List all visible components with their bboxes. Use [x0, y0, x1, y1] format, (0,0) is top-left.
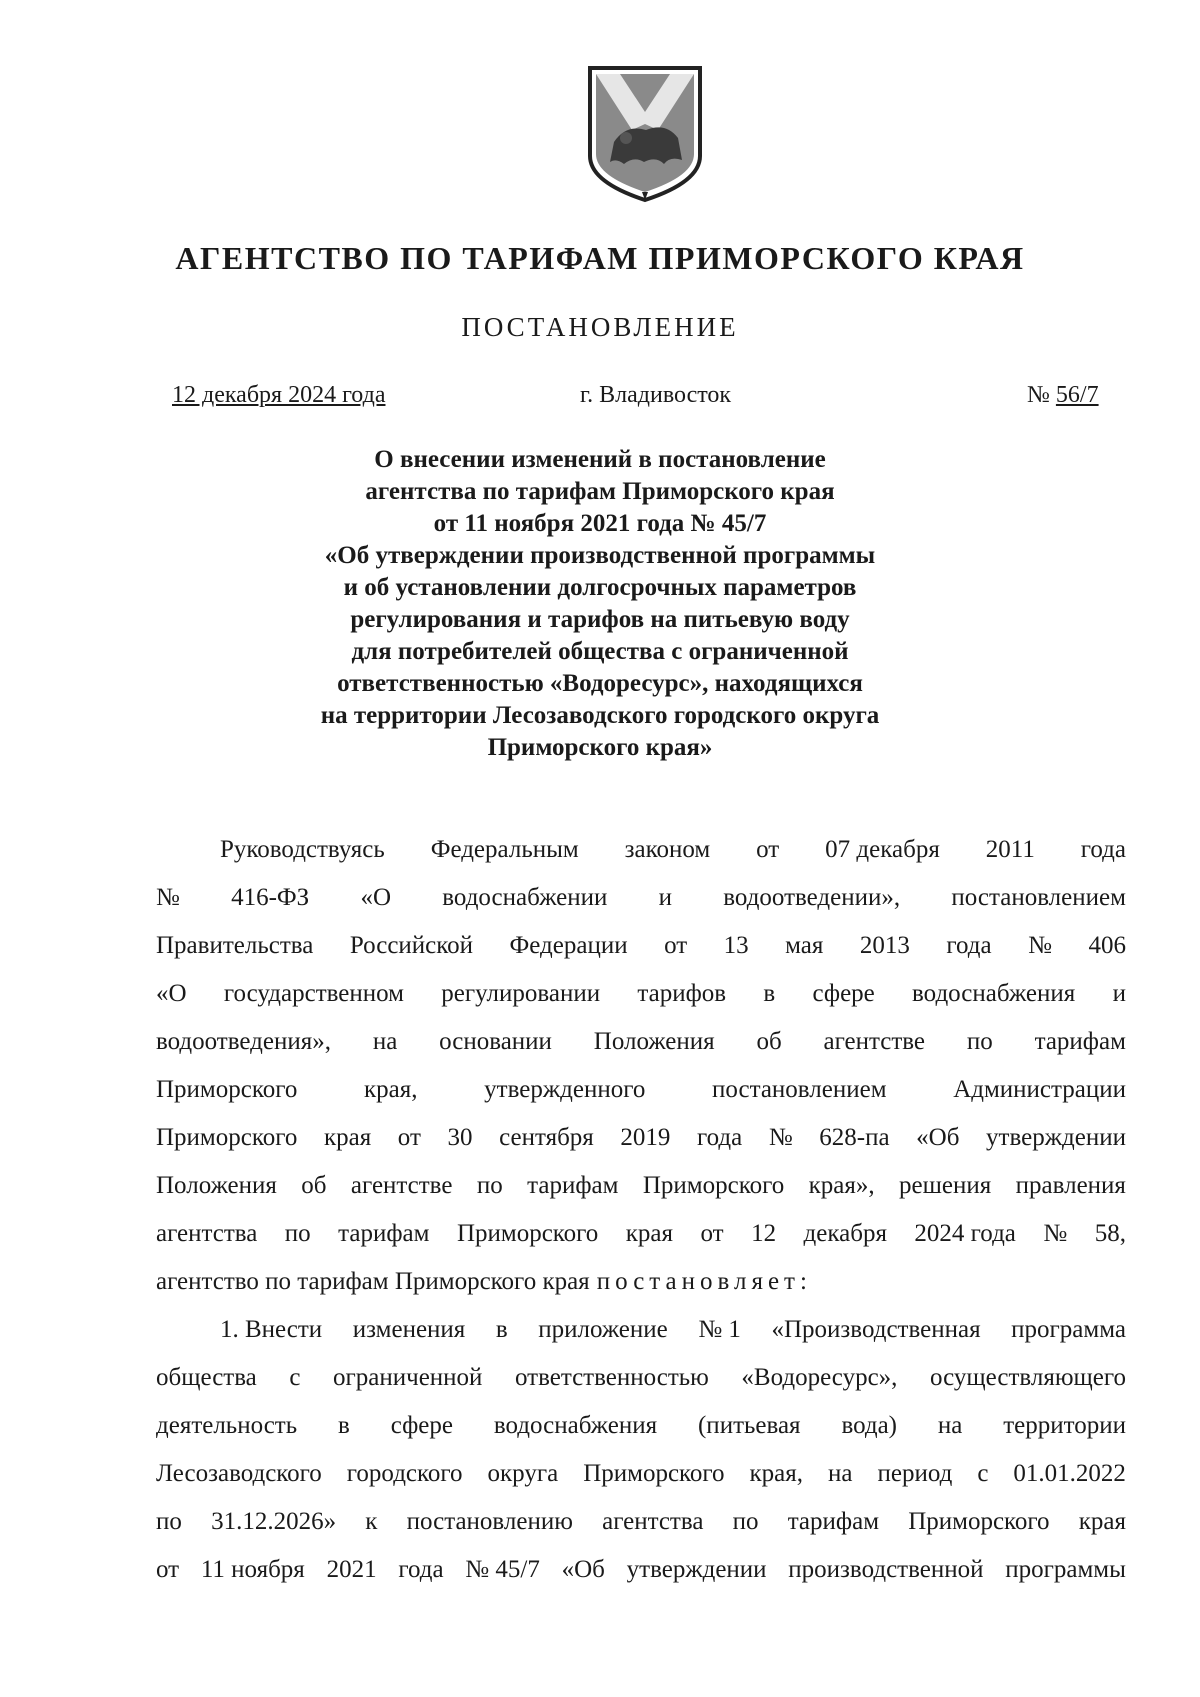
- word: года: [696, 1124, 743, 1151]
- word: 01.01.2022: [1013, 1460, 1126, 1487]
- paragraph-1: [156, 826, 1126, 1258]
- agency-title: АГЕНТСТВО ПО ТАРИФАМ ПРИМОРСКОГО КРАЯ: [175, 240, 1025, 276]
- decree-word: постановляет:: [596, 1268, 812, 1295]
- word: водоснабжении: [442, 884, 608, 911]
- word: тарифам: [1034, 1028, 1126, 1055]
- word: Приморского: [908, 1508, 1050, 1535]
- document-city: г. Владивосток: [580, 382, 732, 408]
- text-line: [156, 1450, 1126, 1498]
- word: постановлением: [712, 1076, 887, 1103]
- word: Положения: [593, 1028, 715, 1055]
- text-line: [156, 1354, 1126, 1402]
- word: Приморского: [156, 1076, 298, 1103]
- word: об: [756, 1028, 782, 1055]
- word: (питьевая: [697, 1412, 801, 1439]
- word: агентстве: [823, 1028, 926, 1055]
- paragraph-1-last-line: [156, 1258, 1126, 1306]
- word: от: [397, 1124, 421, 1151]
- word: в: [495, 1316, 508, 1343]
- word: сфере: [390, 1412, 453, 1439]
- word: в: [338, 1412, 350, 1439]
- word: постановлению: [406, 1508, 573, 1535]
- word: регулировании: [441, 980, 601, 1007]
- word: законом: [624, 836, 711, 863]
- document-number: [1027, 382, 1099, 409]
- text-line: [156, 1018, 1126, 1066]
- word: «Об: [561, 1556, 605, 1583]
- word: края: [625, 1220, 674, 1247]
- word: «Об: [916, 1124, 960, 1151]
- word: тарифам: [527, 1172, 619, 1199]
- word: по: [732, 1508, 759, 1535]
- word: с: [289, 1364, 301, 1391]
- word: №: [1028, 932, 1052, 959]
- word: с: [977, 1460, 989, 1487]
- word: декабря: [803, 1220, 887, 1247]
- word: в: [763, 980, 776, 1007]
- word: 58,: [1094, 1220, 1126, 1247]
- document-date: 12 декабря 2024 года: [172, 382, 386, 408]
- word: Российской: [349, 932, 474, 959]
- word: Администрации: [953, 1076, 1126, 1103]
- word: тарифам: [787, 1508, 880, 1535]
- word: Приморского: [156, 1124, 298, 1151]
- subject-line: для потребителей общества с ограниченной: [351, 638, 849, 665]
- text-line: [156, 1162, 1126, 1210]
- word: 31.12.2026»: [211, 1508, 337, 1535]
- text-line: [156, 1210, 1126, 1258]
- word: тарифам: [338, 1220, 430, 1247]
- subject-line: О внесении изменений в постановление: [374, 446, 826, 473]
- word: Руководствуясь: [220, 836, 385, 863]
- word: по: [284, 1220, 311, 1247]
- word: деятельность: [156, 1412, 298, 1439]
- subject-line: «Об утверждении производственной программы: [324, 542, 876, 569]
- text-line: [156, 1546, 1126, 1594]
- word: № 1: [698, 1316, 741, 1343]
- word: «Водоресурс»,: [741, 1364, 898, 1391]
- word: мая: [785, 932, 824, 959]
- text-line: [156, 1402, 1126, 1450]
- word: об: [301, 1172, 327, 1199]
- word: сентября: [499, 1124, 594, 1151]
- word: агентства: [602, 1508, 704, 1535]
- text-line: [156, 922, 1126, 970]
- word: №: [156, 884, 180, 911]
- word: по: [476, 1172, 503, 1199]
- word: от: [156, 1556, 180, 1583]
- word: 30: [447, 1124, 473, 1151]
- word: 2013: [859, 932, 910, 959]
- word: водоотведении»,: [723, 884, 901, 911]
- word: 2011: [985, 836, 1035, 863]
- word: Положения: [156, 1172, 277, 1199]
- document-type: ПОСТАНОВЛЕНИЕ: [461, 312, 739, 342]
- word: «О: [156, 980, 187, 1007]
- document-body: [156, 826, 1126, 1594]
- word: правления: [1015, 1172, 1126, 1199]
- word: ответственностью: [515, 1364, 709, 1391]
- subject-line: регулирования и тарифов на питьевую воду: [350, 606, 850, 633]
- word: агентстве: [350, 1172, 453, 1199]
- word: производственной: [788, 1556, 984, 1583]
- word: осуществляющего: [929, 1364, 1126, 1391]
- word: №: [1043, 1220, 1068, 1247]
- word: 11 ноября: [200, 1556, 305, 1583]
- subject-line: Приморского края»: [487, 734, 713, 761]
- word: городского: [346, 1460, 463, 1487]
- word: края,: [749, 1460, 804, 1487]
- word: водоснабжения: [912, 980, 1076, 1007]
- word: сфере: [812, 980, 875, 1007]
- word: года: [398, 1556, 444, 1583]
- paragraph-2: [156, 1306, 1126, 1594]
- word: вода): [841, 1412, 897, 1439]
- word: общества: [156, 1364, 257, 1391]
- word: округа: [487, 1460, 559, 1487]
- word: 416-ФЗ: [231, 884, 310, 911]
- word: по: [156, 1508, 182, 1535]
- word: водоотведения»,: [156, 1028, 331, 1055]
- text-line: [156, 1066, 1126, 1114]
- word: года: [946, 932, 992, 959]
- word: 406: [1088, 932, 1126, 959]
- word: изменения: [352, 1316, 466, 1343]
- word: 2021: [326, 1556, 377, 1583]
- word: приложение: [538, 1316, 668, 1343]
- word: края»,: [808, 1172, 875, 1199]
- document-subject: [0, 444, 1200, 764]
- word: постановлением: [951, 884, 1126, 911]
- word: программы: [1005, 1556, 1126, 1583]
- subject-line: на территории Лесозаводского городского округа: [320, 702, 880, 729]
- word: Федерации: [509, 932, 628, 959]
- word: 07 декабря: [825, 836, 940, 863]
- word: «Производственная: [771, 1316, 981, 1343]
- word: на: [937, 1412, 963, 1439]
- word: Лесозаводского: [156, 1460, 322, 1487]
- word: 628-па: [819, 1124, 890, 1151]
- word: тарифов: [637, 980, 727, 1007]
- word: Федеральным: [430, 836, 579, 863]
- word: агентства: [156, 1220, 258, 1247]
- word: 13: [723, 932, 749, 959]
- word: №: [768, 1124, 793, 1151]
- word: края: [323, 1124, 372, 1151]
- word: программа: [1011, 1316, 1126, 1343]
- word: Правительства: [156, 932, 314, 959]
- word: 12: [751, 1220, 777, 1247]
- text-line: [156, 970, 1126, 1018]
- text-line: [156, 826, 1126, 874]
- paragraph-1-last-text: агентство по тарифам Приморского края: [156, 1268, 590, 1295]
- text-line: [156, 1114, 1126, 1162]
- word: ограниченной: [333, 1364, 483, 1391]
- text-line: [156, 1306, 1126, 1354]
- word: по: [966, 1028, 993, 1055]
- word: 2019: [620, 1124, 671, 1151]
- word: и: [1112, 980, 1126, 1007]
- word: и: [658, 884, 673, 911]
- coat-of-arms-icon: [586, 64, 704, 204]
- number-value: 56/7: [1055, 382, 1099, 408]
- word: территории: [1003, 1412, 1126, 1439]
- word: утверждении: [986, 1124, 1126, 1151]
- word: края: [1078, 1508, 1126, 1535]
- word: «О: [360, 884, 392, 911]
- word: 2024 года: [914, 1220, 1016, 1247]
- word: государственном: [223, 980, 404, 1007]
- word: Приморского: [456, 1220, 599, 1247]
- word: к: [365, 1508, 378, 1535]
- word: решения: [899, 1172, 992, 1199]
- word: Приморского: [642, 1172, 785, 1199]
- subject-line: агентства по тарифам Приморского края: [365, 478, 835, 505]
- word: утвержденного: [484, 1076, 646, 1103]
- word: края,: [364, 1076, 418, 1103]
- word: 1. Внести: [220, 1316, 323, 1343]
- number-prefix: №: [1027, 382, 1050, 408]
- text-line: [156, 1498, 1126, 1546]
- word: № 45/7: [465, 1556, 540, 1583]
- word: от: [700, 1220, 724, 1247]
- word: от: [664, 932, 688, 959]
- word: утверждении: [626, 1556, 767, 1583]
- word: от: [756, 836, 780, 863]
- word: на: [828, 1460, 853, 1487]
- subject-line: и об установлении долгосрочных параметров: [343, 574, 857, 601]
- subject-line: от 11 ноября 2021 года № 45/7: [433, 510, 767, 537]
- word: на: [372, 1028, 398, 1055]
- word: период: [877, 1460, 953, 1487]
- word: основании: [439, 1028, 552, 1055]
- subject-line: ответственностью «Водоресурс», находящихся: [337, 670, 863, 697]
- word: водоснабжения: [493, 1412, 658, 1439]
- text-line: [156, 874, 1126, 922]
- word: года: [1080, 836, 1126, 863]
- word: Приморского: [583, 1460, 725, 1487]
